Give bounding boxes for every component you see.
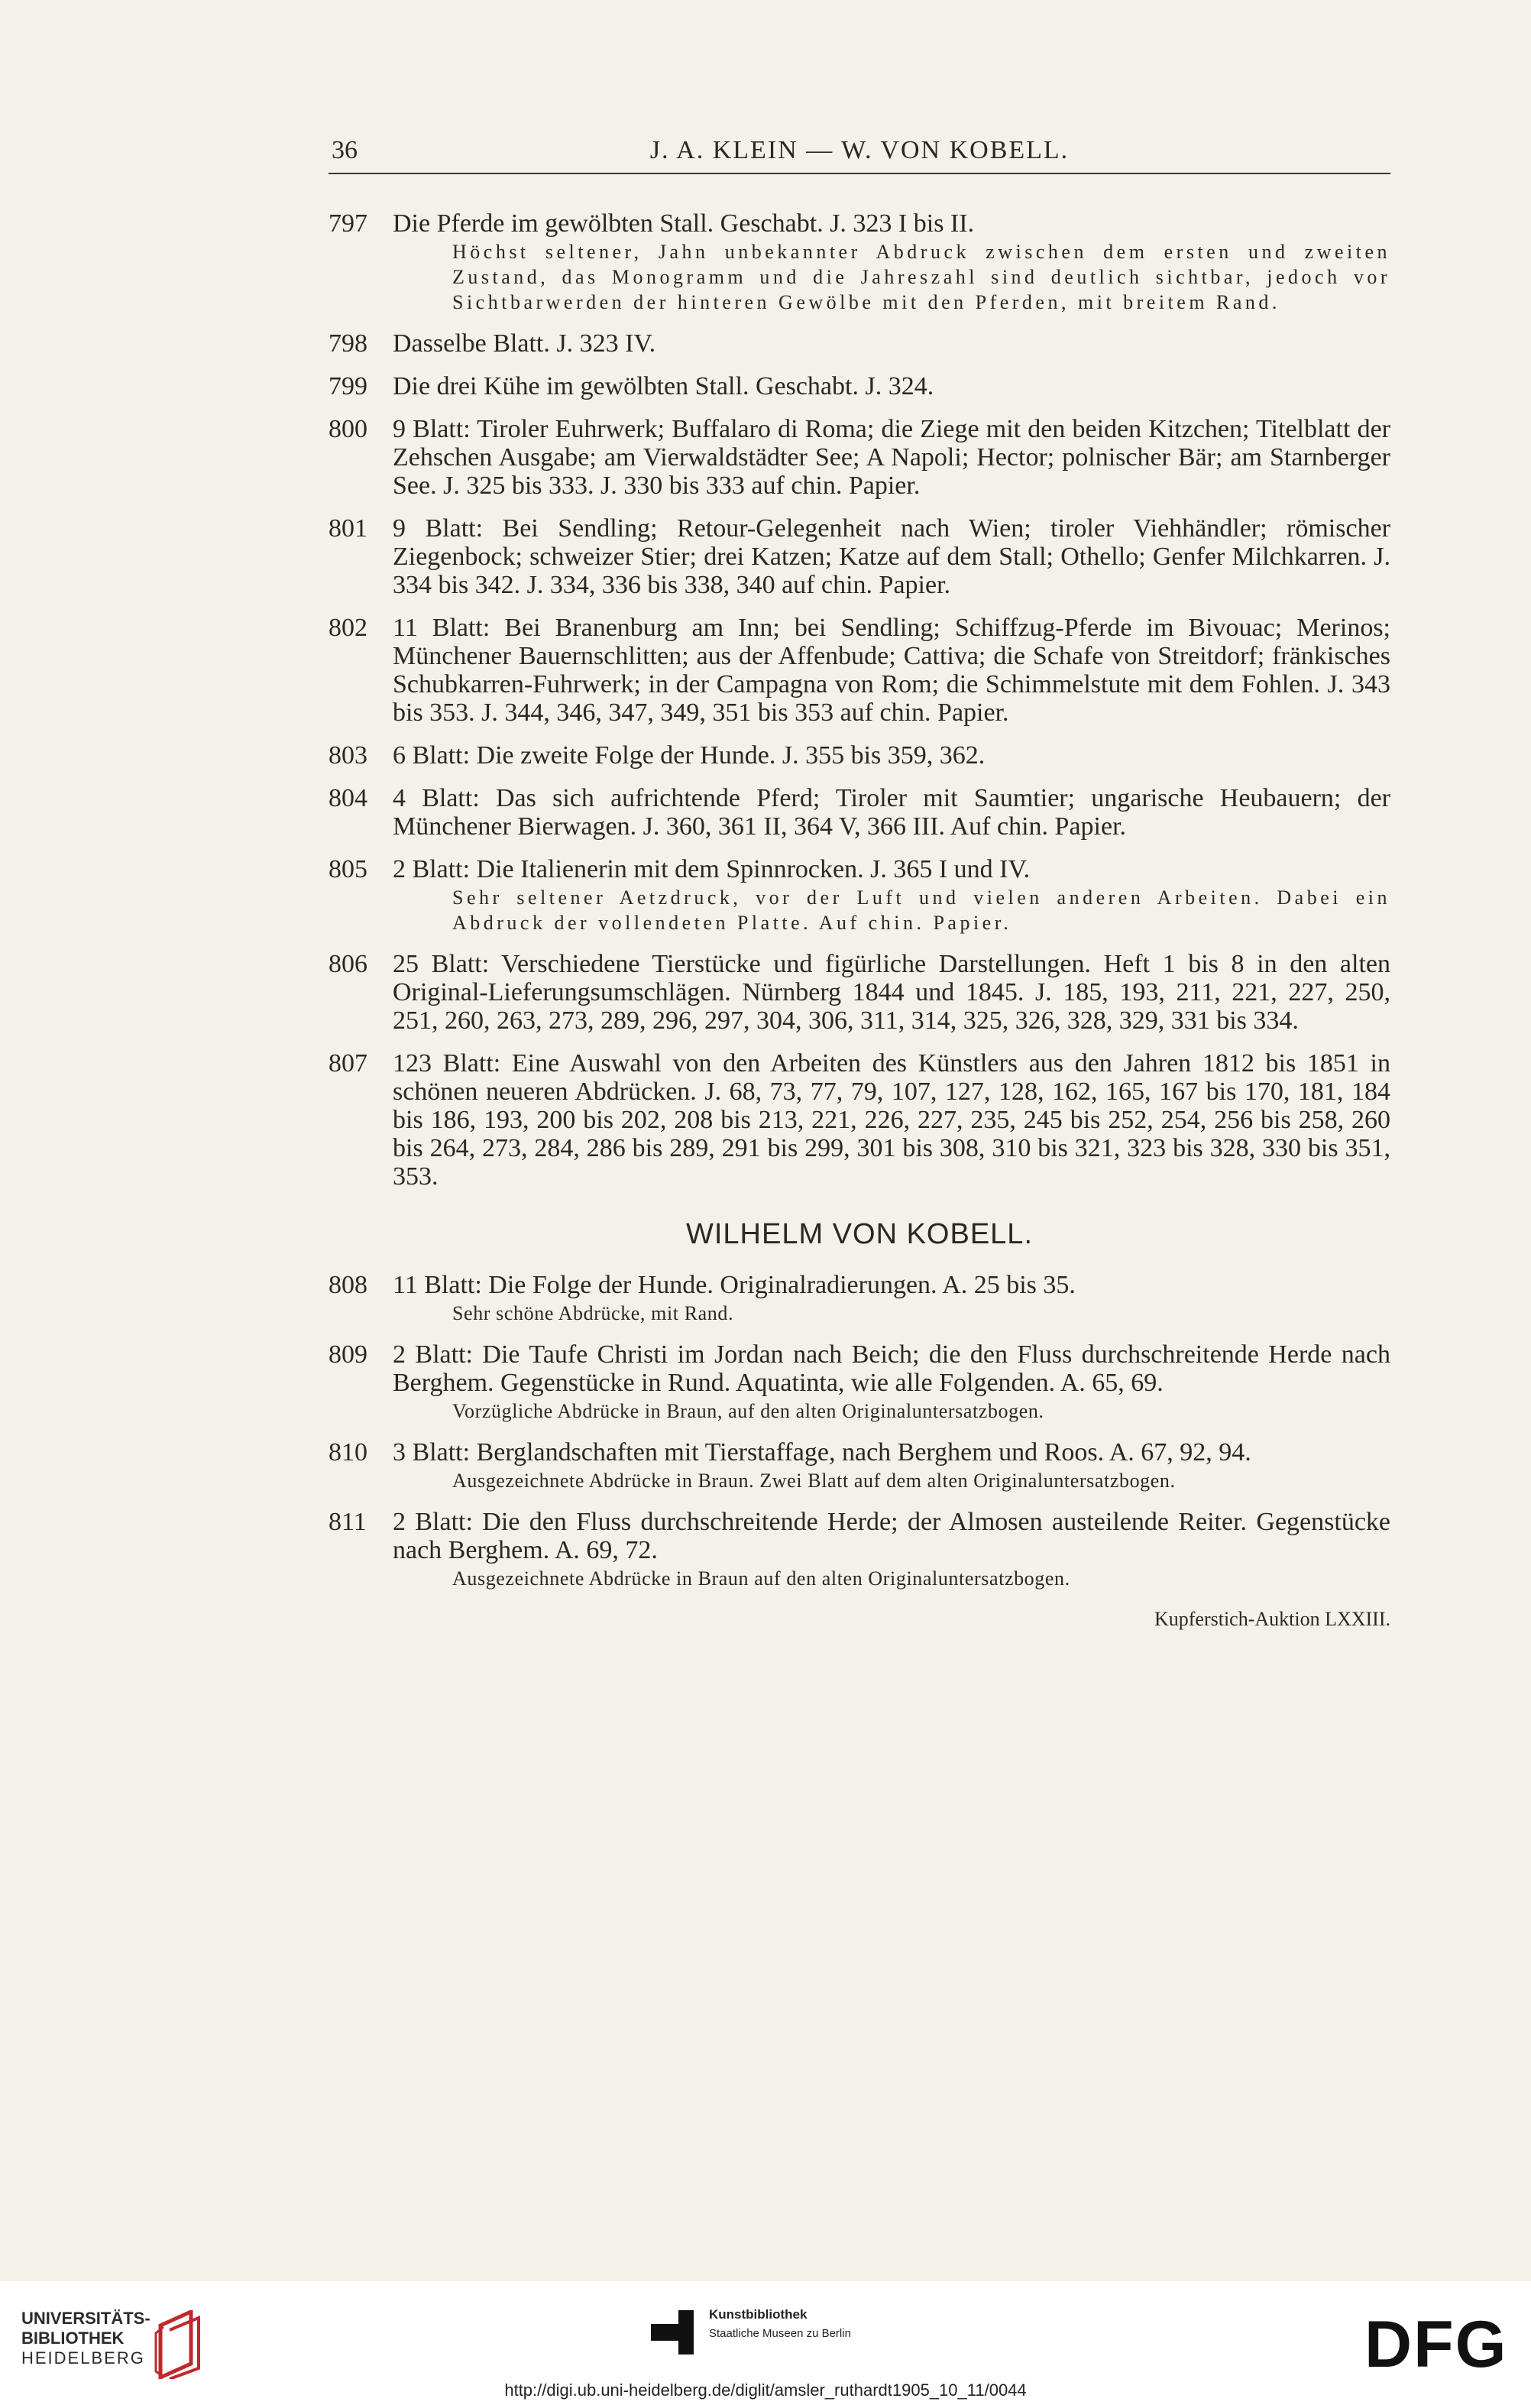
lot-description: 11 Blatt: Bei Branenburg am Inn; bei Sendling; Schiffzug-Pferde im Bivouac; Merinos; Münchener Bauernschlitten; aus der Affenbude; Cattiva; die Schafe von Streitdorf; fränkisches Schubkarren-Fuhrwerk; in der Campagna von Rom; die Schimmelstute mit dem Fohlen. J. 343 bis 353. J. 344, 346, 347, 349, 351 bis 353 auf chin. Papier. bbox=[393, 614, 1390, 727]
lot-description: 9 Blatt: Tiroler Euhrwerk; Buffalaro di Roma; die Ziege mit den beiden Kitzchen; Titelblatt der Zehschen Ausgabe; am Vierwaldstädter See; A Napoli; Hector; polnischer Bär; am Starnberger See. J. 325 bis 333. J. 330 bis 333 auf chin. Papier. bbox=[393, 415, 1390, 500]
lot-number: 797 bbox=[329, 209, 367, 238]
catalog-entry bbox=[329, 950, 1390, 1035]
lot-number: 803 bbox=[329, 741, 367, 770]
lot-description: 2 Blatt: Die Taufe Christi im Jordan nach Beich; die den Fluss durchschreitende Herde nach Berghem. Gegenstücke in Rund. Aquatinta, wie alle Folgenden. A. 65, 69. bbox=[393, 1340, 1390, 1397]
kunstbibliothek-subtitle: Staatliche Museen zu Berlin bbox=[709, 2327, 851, 2340]
catalog-entry bbox=[329, 1049, 1390, 1191]
catalog-entry bbox=[329, 514, 1390, 599]
lot-note: Sehr schöne Abdrücke, mit Rand. bbox=[452, 1302, 734, 1324]
ub-logo-line2: BIBLIOTHEK bbox=[21, 2329, 125, 2348]
kobell-entries bbox=[329, 1271, 1390, 1591]
lot-description: Die Pferde im gewölbten Stall. Geschabt. J. 323 I bis II. bbox=[393, 209, 975, 238]
dfg-logo-mark bbox=[1361, 2312, 1507, 2376]
kunstbibliothek-emblem-icon bbox=[651, 2310, 697, 2355]
lot-number: 807 bbox=[329, 1049, 367, 1078]
lot-number: 808 bbox=[329, 1271, 367, 1299]
section-heading: WILHELM VON KOBELL. bbox=[685, 1218, 1033, 1250]
lot-description: 11 Blatt: Die Folge der Hunde. Originalradierungen. A. 25 bis 35. bbox=[393, 1271, 1076, 1299]
permalink-url[interactable]: http://digi.ub.uni-heidelberg.de/diglit/amsler_ruthardt1905_10_11/0044 bbox=[504, 2380, 1027, 2400]
lot-number: 805 bbox=[329, 855, 367, 883]
catalog-entry bbox=[329, 1271, 1390, 1326]
lot-note: Höchst seltener, Jahn unbekannter Abdruck zwischen dem ersten und zweiten Zustand, das Monogramm und die Jahreszahl sind deutlich sichtbar, jedoch vor Sichtbarwerden der hinteren Gewölbe mit den Pferden, mit breitem Rand. bbox=[452, 241, 1390, 313]
kunstbibliothek-logo[interactable] bbox=[651, 2307, 903, 2361]
lot-note: Vorzügliche Abdrücke in Braun, auf den alten Originaluntersatzbogen. bbox=[452, 1400, 1044, 1422]
digitization-bar bbox=[0, 2281, 1531, 2408]
lot-note: Ausgezeichnete Abdrücke in Braun auf den alten Originaluntersatzbogen. bbox=[452, 1567, 1070, 1590]
catalog-entry bbox=[329, 372, 1390, 400]
lot-description: 2 Blatt: Die Italienerin mit dem Spinnrocken. J. 365 I und IV. bbox=[393, 855, 1031, 883]
dfg-logo[interactable] bbox=[1361, 2312, 1507, 2376]
catalog-entry bbox=[329, 1340, 1390, 1424]
ub-logo-text bbox=[21, 2309, 151, 2368]
lot-number: 801 bbox=[329, 514, 367, 543]
lot-number: 800 bbox=[329, 415, 367, 443]
ub-heidelberg-logo[interactable] bbox=[21, 2309, 220, 2380]
lot-description: Dasselbe Blatt. J. 323 IV. bbox=[393, 329, 656, 358]
ub-emblem-icon bbox=[153, 2310, 214, 2379]
lot-description: 3 Blatt: Berglandschaften mit Tierstaffage, nach Berghem und Roos. A. 67, 92, 94. bbox=[393, 1438, 1251, 1467]
catalog-entry bbox=[329, 1438, 1390, 1493]
lot-description: 4 Blatt: Das sich aufrichtende Pferd; Tiroler mit Saumtier; ungarische Heubauern; der Münchener Bierwagen. J. 360, 361 II, 364 V, 366 III. Auf chin. Papier. bbox=[393, 784, 1390, 841]
catalog-entry bbox=[329, 855, 1390, 935]
lot-number: 810 bbox=[329, 1438, 367, 1467]
lot-description: 2 Blatt: Die den Fluss durchschreitende Herde; der Almosen austeilende Reiter. Gegenstücke nach Berghem. A. 69, 72. bbox=[393, 1508, 1390, 1564]
page-number: 36 bbox=[332, 136, 358, 164]
svg-text:DFG: DFG bbox=[1364, 2312, 1507, 2376]
catalog-content bbox=[329, 209, 1390, 1631]
lot-number: 802 bbox=[329, 614, 367, 642]
running-header bbox=[329, 133, 1390, 174]
lot-description: 6 Blatt: Die zweite Folge der Hunde. J. 355 bis 359, 362. bbox=[393, 741, 986, 770]
klein-entries bbox=[329, 209, 1390, 1191]
catalog-entry bbox=[329, 614, 1390, 727]
lot-number: 806 bbox=[329, 950, 367, 978]
lot-number: 804 bbox=[329, 784, 367, 812]
catalog-entry bbox=[329, 784, 1390, 841]
kunstbibliothek-name: Kunstbibliothek bbox=[709, 2307, 808, 2322]
lot-description: 25 Blatt: Verschiedene Tierstücke und figürliche Darstellungen. Heft 1 bis 8 in den alten Original-Lieferungsumschlägen. Nürnberg 1844 und 1845. J. 185, 193, 211, 221, 227, 250, 251, 260, 263, 273, 289, 296, 297, 304, 306, 311, 314, 325, 326, 328, 329, 331 bis 334. bbox=[393, 950, 1390, 1035]
ub-logo-line3: HEIDELBERG bbox=[21, 2348, 145, 2367]
lot-number: 799 bbox=[329, 372, 367, 400]
catalog-entry bbox=[329, 741, 1390, 770]
catalog-entry bbox=[329, 1508, 1390, 1591]
catalog-entry bbox=[329, 329, 1390, 358]
running-title: J. A. KLEIN — W. VON KOBELL. bbox=[649, 136, 1070, 164]
lot-note: Ausgezeichnete Abdrücke in Braun. Zwei Blatt auf dem alten Originaluntersatzbogen. bbox=[452, 1470, 1176, 1492]
lot-description: 123 Blatt: Eine Auswahl von den Arbeiten des Künstlers aus den Jahren 1812 bis 1851 in schönen neueren Abdrücken. J. 68, 73, 77, 79, 107, 127, 128, 162, 165, 167 bis 170, 181, 184 bis 186, 193, 200 bis 202, 208 bis 213, 221, 226, 227, 235, 245 bis 252, 254, 256 bis 258, 260 bis 264, 273, 284, 286 bis 289, 291 bis 299, 301 bis 308, 310 bis 321, 323 bis 328, 330 bis 351, 353. bbox=[393, 1049, 1390, 1191]
lot-number: 798 bbox=[329, 329, 367, 358]
catalog-entry bbox=[329, 209, 1390, 315]
catalog-entry bbox=[329, 415, 1390, 500]
auction-footer: Kupferstich-Auktion LXXIII. bbox=[1154, 1608, 1390, 1630]
lot-number: 811 bbox=[329, 1508, 367, 1536]
lot-description: Die drei Kühe im gewölbten Stall. Geschabt. J. 324. bbox=[393, 372, 934, 400]
ub-logo-line1: UNIVERSITÄTS- bbox=[21, 2309, 151, 2328]
lot-number: 809 bbox=[329, 1340, 367, 1369]
lot-description: 9 Blatt: Bei Sendling; Retour-Gelegenheit nach Wien; tiroler Viehhändler; römischer Ziegenbock; schweizer Stier; drei Katzen; Katze auf dem Stall; Othello; Genfer Milchkarren. J. 334 bis 342. J. 334, 336 bis 338, 340 auf chin. Papier. bbox=[393, 514, 1390, 599]
lot-note: Sehr seltener Aetzdruck, vor der Luft und vielen anderen Arbeiten. Dabei ein Abdruck der vollendeten Platte. Auf chin. Papier. bbox=[452, 886, 1390, 934]
